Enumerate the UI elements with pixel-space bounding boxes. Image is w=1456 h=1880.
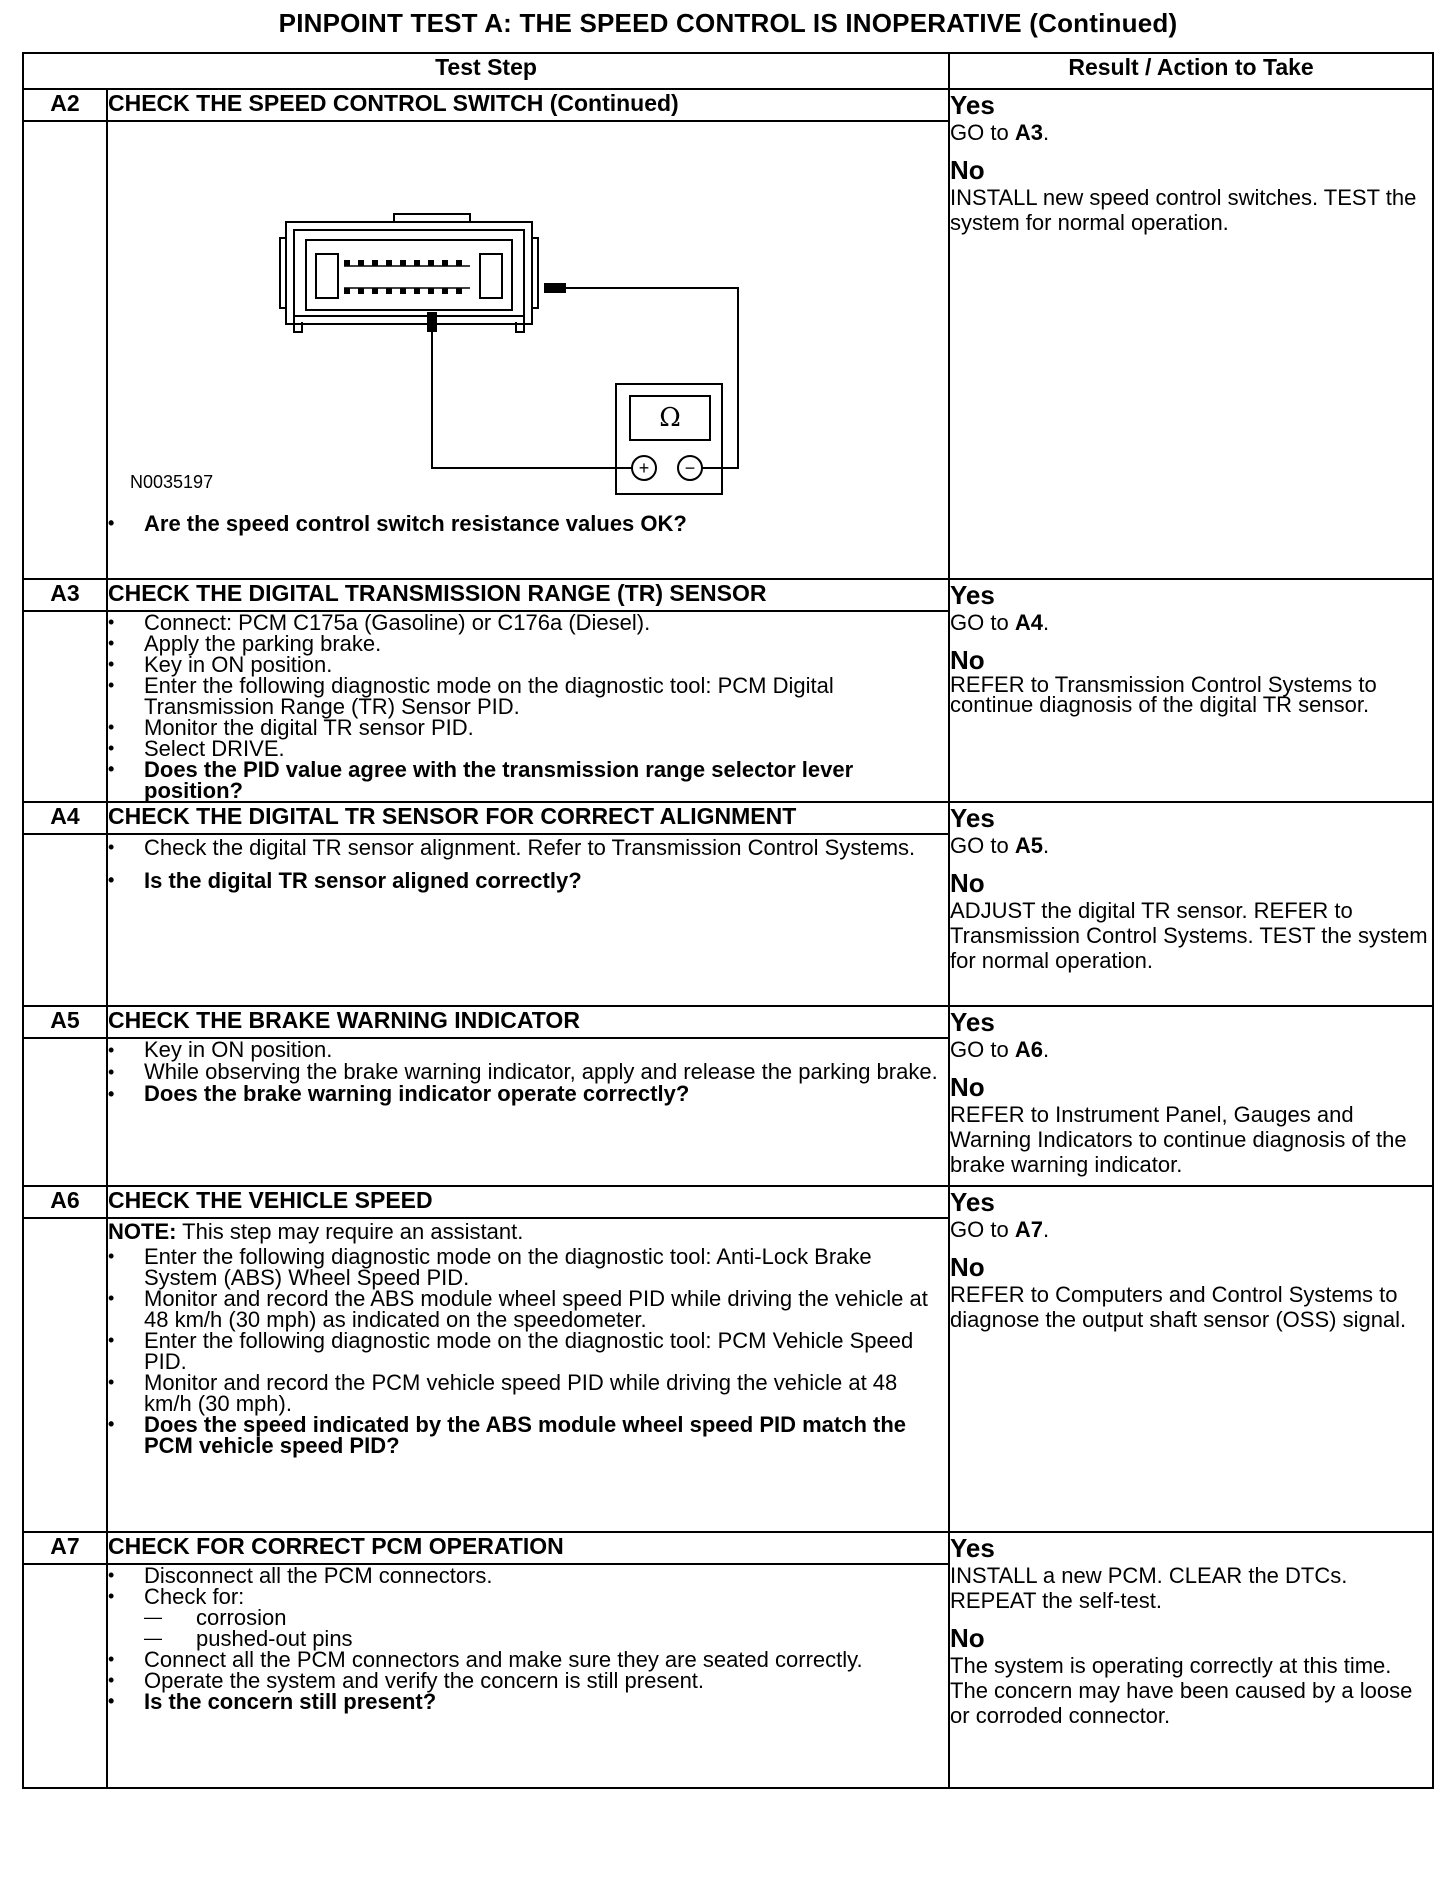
list-item: • Select DRIVE.: [108, 738, 948, 759]
connector-pins: [344, 260, 462, 294]
step-a5-items: [108, 1039, 948, 1105]
no-action: The system is operating correctly at this time. The concern may have been caused by a loose or corroded connector.: [950, 1653, 1413, 1728]
list-item: • Key in ON position.: [108, 654, 948, 675]
svg-text:−: −: [684, 458, 696, 478]
yes-action: INSTALL a new PCM. CLEAR the DTCs. REPEAT the self-test.: [950, 1563, 1348, 1613]
no-action: INSTALL new speed control switches. TEST the system for normal operation.: [950, 185, 1417, 235]
step-a6-title-row: [23, 1186, 1433, 1218]
step-a4-body: [107, 834, 949, 1006]
list-item: • Does the PID value agree with the transmission range selector lever position?: [108, 759, 948, 801]
list-item: • Are the speed control switch resistance values OK?: [108, 511, 948, 536]
step-a5-body: [107, 1038, 949, 1186]
step-a3-body: [107, 611, 949, 802]
step-a6-items: [108, 1246, 948, 1456]
ohm-symbol: Ω: [659, 403, 681, 433]
list-item: • Check the digital TR sensor alignment. Refer to Transmission Control Systems.: [108, 835, 948, 860]
no-label: No: [950, 1252, 985, 1282]
yes-label: Yes: [950, 1533, 995, 1563]
list-item: • Operate the system and verify the concern is still present.: [108, 1670, 948, 1691]
list-item: • Key in ON position.: [108, 1039, 948, 1061]
step-title: CHECK FOR CORRECT PCM OPERATION: [107, 1532, 949, 1564]
list-item: • Does the speed indicated by the ABS module wheel speed PID match the PCM vehicle speed PID?: [108, 1414, 948, 1456]
step-title: CHECK THE SPEED CONTROL SWITCH (Continued): [107, 89, 949, 121]
list-item: • Connect all the PCM connectors and make sure they are seated correctly.: [108, 1649, 948, 1670]
step-id: A6: [23, 1186, 107, 1218]
yes-action: GO to A5.: [950, 833, 1050, 858]
connector-outline: [286, 222, 532, 324]
no-label: No: [950, 1072, 985, 1102]
step-a3-result: [949, 579, 1433, 802]
no-label: No: [950, 1623, 985, 1653]
yes-label: Yes: [950, 580, 995, 610]
step-a7-body: [107, 1564, 949, 1788]
step-a5-result: [949, 1006, 1433, 1186]
step-a4-title-row: [23, 802, 1433, 834]
note: NOTE: This step may require an assistant.: [108, 1219, 524, 1244]
list-item: • Monitor and record the PCM vehicle speed PID while driving the vehicle at 48 km/h (30 mph).: [108, 1372, 948, 1414]
step-a4-result: [949, 802, 1433, 1006]
step-a5-title-row: [23, 1006, 1433, 1038]
step-a2-result: [949, 89, 1433, 579]
list-item: • Disconnect all the PCM connectors.: [108, 1565, 948, 1586]
step-a7-title-row: [23, 1532, 1433, 1564]
step-title: CHECK THE VEHICLE SPEED: [107, 1186, 949, 1218]
list-item: • Is the digital TR sensor aligned correctly?: [108, 868, 948, 893]
sub-list: [144, 1607, 948, 1649]
list-item: • Enter the following diagnostic mode on the diagnostic tool: PCM Digital Transmission Range (TR) Sensor PID.: [108, 675, 948, 717]
sub-list-item: — pushed-out pins: [144, 1628, 948, 1649]
list-item: • While observing the brake warning indicator, apply and release the parking brake.: [108, 1061, 948, 1083]
step-a3-items: [108, 612, 948, 801]
list-item: • Enter the following diagnostic mode on the diagnostic tool: Anti-Lock Brake System (ABS) Wheel Speed PID.: [108, 1246, 948, 1288]
step-a6-body: [107, 1218, 949, 1532]
list-item: • Connect: PCM C175a (Gasoline) or C176a (Diesel).: [108, 612, 948, 633]
list-item: • Monitor and record the ABS module wheel speed PID while driving the vehicle at 48 km/h (30 mph) as indicated on the speedometer.: [108, 1288, 948, 1330]
svg-text:+: +: [638, 458, 650, 478]
sub-list-item: — corrosion: [144, 1607, 948, 1628]
test-step-header: Test Step: [23, 53, 949, 89]
list-item: • Is the concern still present?: [108, 1691, 948, 1712]
yes-action: GO to A7.: [950, 1217, 1050, 1242]
step-id: A7: [23, 1532, 107, 1564]
table-header-row: [23, 53, 1433, 89]
step-id: A3: [23, 579, 107, 611]
step-title: CHECK THE DIGITAL TR SENSOR FOR CORRECT ALIGNMENT: [107, 802, 949, 834]
multimeter-connector-diagram: [168, 142, 728, 478]
list-item: • Apply the parking brake.: [108, 633, 948, 654]
step-title: CHECK THE BRAKE WARNING INDICATOR: [107, 1006, 949, 1038]
list-item: • Does the brake warning indicator operate correctly?: [108, 1083, 948, 1105]
step-id: A5: [23, 1006, 107, 1038]
yes-action: GO to A4.: [950, 610, 1050, 635]
step-a2-body: [107, 121, 949, 579]
result-header: Result / Action to Take: [949, 53, 1433, 89]
yes-action: GO to A6.: [950, 1037, 1050, 1062]
list-item: • Check for: — corrosion — pushed-out pins: [108, 1586, 948, 1649]
figure-id: N0035197: [130, 472, 214, 492]
no-action: REFER to Computers and Control Systems to diagnose the output shaft sensor (OSS) signal.: [950, 1282, 1407, 1332]
yes-label: Yes: [950, 1007, 995, 1037]
no-action: ADJUST the digital TR sensor. REFER to Transmission Control Systems. TEST the system for normal operation.: [950, 898, 1428, 973]
step-a2-title-row: [23, 89, 1433, 121]
page-title: PINPOINT TEST A: THE SPEED CONTROL IS INOPERATIVE (Continued): [278, 8, 1178, 38]
step-id: A2: [23, 89, 107, 121]
no-label: No: [950, 155, 985, 185]
step-a4-items: [108, 835, 948, 893]
no-label: No: [950, 868, 985, 898]
no-label: No: [950, 645, 985, 675]
yes-label: Yes: [950, 1187, 995, 1217]
list-item: • Monitor the digital TR sensor PID.: [108, 717, 948, 738]
yes-label: Yes: [950, 90, 995, 120]
step-a7-items: [108, 1565, 948, 1712]
yes-action: GO to A3.: [950, 120, 1050, 145]
step-a3-title-row: [23, 579, 1433, 611]
step-a2-items: [108, 511, 948, 536]
yes-label: Yes: [950, 803, 995, 833]
no-action: REFER to Transmission Control Systems to continue diagnosis of the digital TR sensor.: [950, 672, 1377, 717]
step-a6-result: [949, 1186, 1433, 1532]
list-item: • Enter the following diagnostic mode on the diagnostic tool: PCM Vehicle Speed PID.: [108, 1330, 948, 1372]
no-action: REFER to Instrument Panel, Gauges and Warning Indicators to continue diagnosis of the brake warning indicator.: [950, 1102, 1407, 1177]
step-id: A4: [23, 802, 107, 834]
pinpoint-test-table: [22, 52, 1434, 1789]
step-title: CHECK THE DIGITAL TRANSMISSION RANGE (TR) SENSOR: [107, 579, 949, 611]
step-a7-result: [949, 1532, 1433, 1788]
